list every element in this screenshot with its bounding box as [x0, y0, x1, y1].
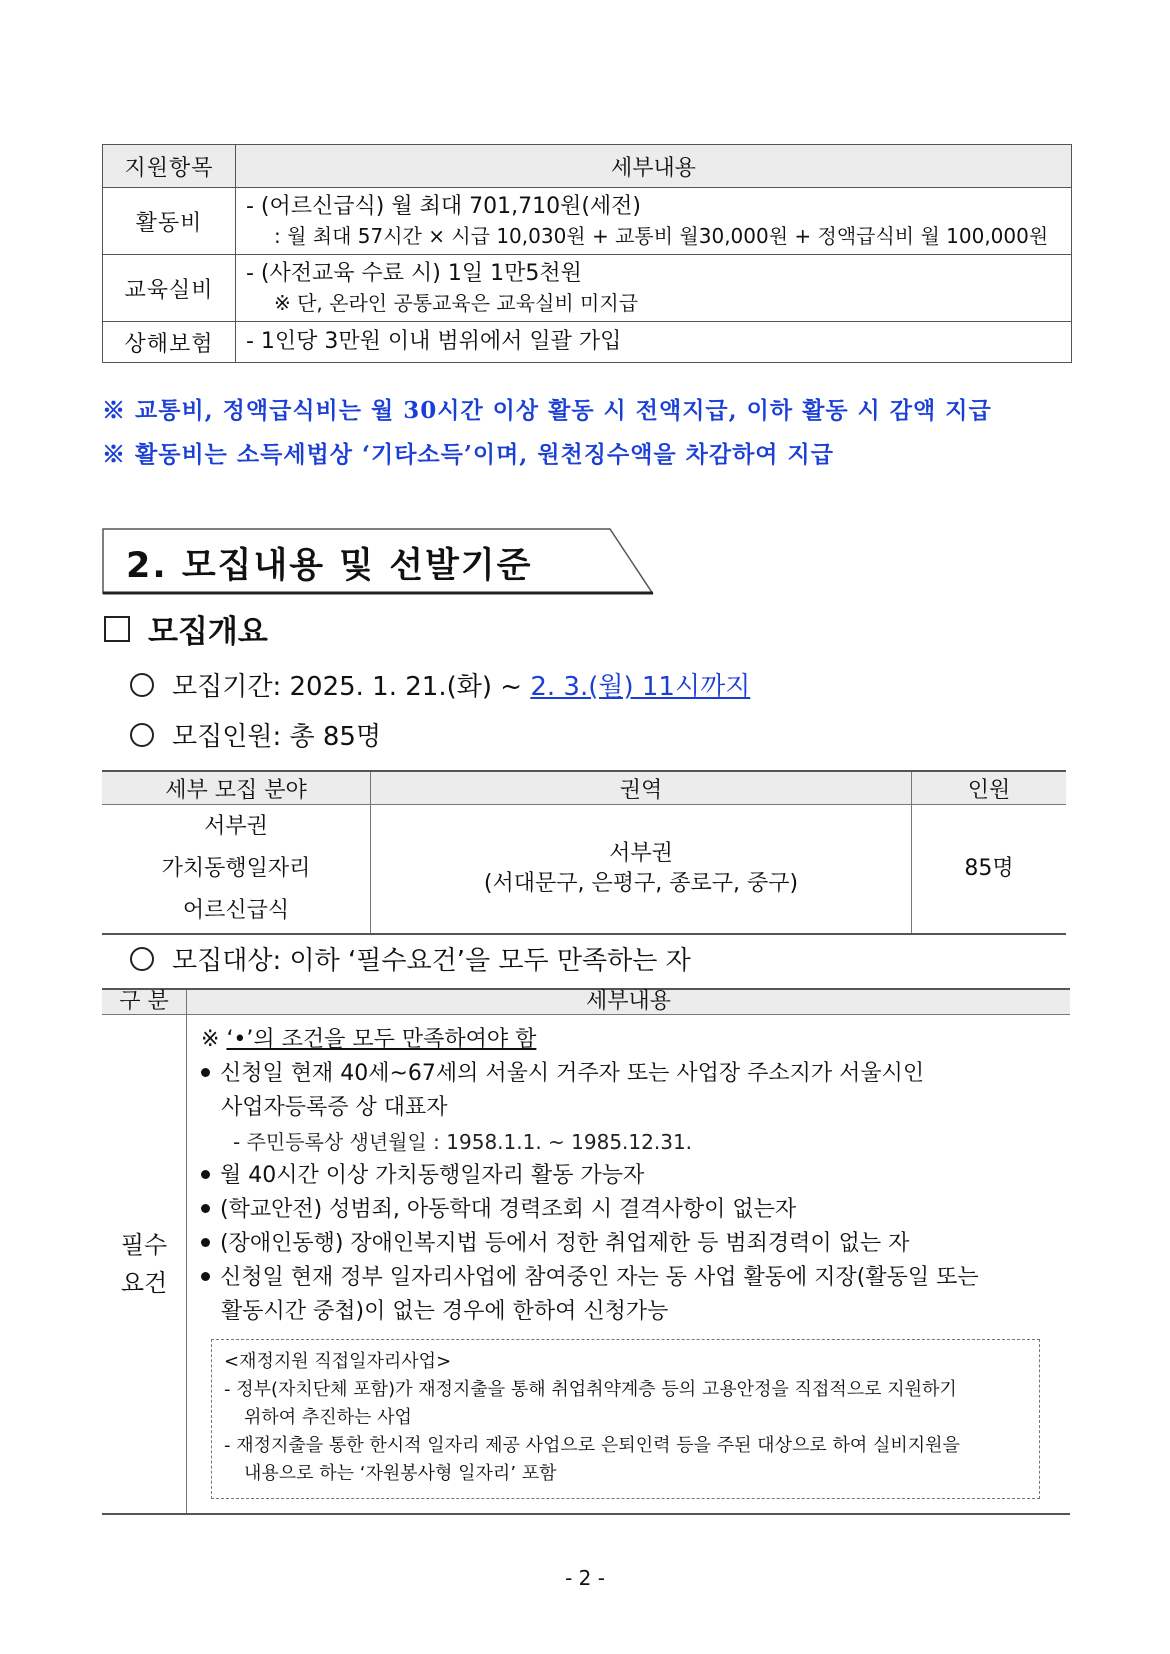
note-income: ※ 활동비는 소득세법상 ‘기타소득’이며, 원천징수액을 차감하여 지급	[102, 441, 834, 468]
row-content-line: - 1인당 3만원 이내 범위에서 일괄 가입	[246, 329, 622, 354]
row-label: 교육실비	[103, 255, 236, 322]
bullet-dot-icon	[201, 1170, 210, 1179]
header-cell: 세부내용	[236, 145, 1072, 188]
region-cell: 서부권 (서대문구, 은평구, 종로구, 중구)	[371, 805, 912, 935]
subsection-title	[104, 606, 268, 651]
target-label: 모집대상: 이하 ‘필수요건’을 모두 만족하는 자	[172, 946, 691, 976]
requirement-label: 필수 요건	[102, 1015, 187, 1515]
circle-bullet-icon	[130, 673, 154, 697]
circle-bullet-icon	[130, 723, 154, 747]
table-row	[103, 322, 1072, 363]
checkbox-square-icon	[104, 616, 130, 642]
list-item: (장애인동행) 장애인복지법 등에서 정한 취업제한 등 범죄경력이 없는 자	[199, 1227, 1058, 1261]
header-cell: 지원항목	[103, 145, 236, 188]
recruit-headcount	[130, 716, 381, 753]
bullet-dot-icon	[201, 1238, 210, 1247]
recruitment-table	[102, 770, 1066, 935]
note-transport: ※ 교통비, 정액급식비는 월 30시간 이상 활동 시 전액지급, 이하 활동 시 감액 지급	[102, 397, 992, 424]
table-header-row	[102, 771, 1066, 805]
list-item: (학교안전) 성범죄, 아동학대 경력조회 시 결격사항이 없는자	[199, 1193, 1058, 1227]
table-header-row	[103, 145, 1072, 188]
row-content-line: - (사전교육 수료 시) 1일 1만5천원	[246, 261, 582, 286]
info-box-line: 위하여 추진하는 사업	[244, 1407, 412, 1428]
recruit-period	[130, 666, 750, 703]
list-item-continuation: 활동시간 중첩)이 없는 경우에 한하여 신청가능	[221, 1299, 669, 1324]
period-deadline: 2. 3.(월) 11시까지	[530, 672, 751, 702]
requirements-table	[102, 988, 1070, 1515]
header-cell: 세부 모집 분야	[102, 771, 371, 805]
section-title: 2. 모집내용 및 선발기준	[126, 546, 533, 586]
page-number: - 2 -	[565, 1566, 605, 1590]
bullet-dot-icon	[201, 1272, 210, 1281]
bullet-dot-icon	[201, 1068, 210, 1077]
row-content-line: - (어르신급식) 월 최대 701,710원(세전)	[246, 194, 641, 219]
info-box-title: <재정지원 직접일자리사업>	[224, 1351, 452, 1372]
field-cell: 서부권 가치동행일자리 어르신급식	[102, 805, 371, 935]
table-row	[102, 1015, 1070, 1515]
row-content-line: ※ 단, 온라인 공통교육은 교육실비 미지급	[274, 291, 639, 315]
table-header-row	[102, 989, 1070, 1015]
info-box-line: 내용으로 하는 ‘자원봉사형 일자리’ 포함	[244, 1463, 557, 1484]
info-box-line: - 정부(자치단체 포함)가 재정지출을 통해 취업취약계층 등의 고용안정을 직접적으로 지원하기	[224, 1379, 957, 1400]
list-item: 신청일 현재 40세~67세의 서울시 거주자 또는 사업장 주소지가 서울시인	[199, 1057, 1058, 1091]
table-row	[102, 805, 1066, 935]
requirement-note: ※ ‘•’의 조건을 모두 만족하여야 함	[201, 1027, 537, 1052]
circle-bullet-icon	[130, 947, 154, 971]
recruit-target	[130, 940, 691, 977]
info-box	[211, 1339, 1040, 1499]
period-label: 모집기간: 2025. 1. 21.(화) ~	[172, 672, 531, 702]
section-header	[102, 528, 654, 595]
headcount-label: 모집인원: 총 85명	[172, 722, 382, 752]
row-label: 상해보험	[103, 322, 236, 363]
table-row	[103, 255, 1072, 322]
count-cell: 85명	[912, 805, 1067, 935]
row-content-line: : 월 최대 57시간 × 시급 10,030원 + 교통비 월30,000원 + 정액급식비 월 100,000원	[274, 224, 1049, 248]
bullet-dot-icon	[201, 1204, 210, 1213]
table-row	[103, 188, 1072, 255]
header-cell: 세부내용	[187, 989, 1071, 1015]
list-item-sub: - 주민등록상 생년월일 : 1958.1.1. ~ 1985.12.31.	[233, 1130, 693, 1154]
row-label: 활동비	[103, 188, 236, 255]
list-item: 신청일 현재 정부 일자리사업에 참여중인 자는 동 사업 활동에 지장(활동일 또는	[199, 1261, 1058, 1295]
header-cell: 인원	[912, 771, 1067, 805]
header-cell: 권역	[371, 771, 912, 805]
list-item: 월 40시간 이상 가치동행일자리 활동 가능자	[199, 1159, 1058, 1193]
requirement-content	[187, 1015, 1071, 1515]
list-item-continuation: 사업자등록증 상 대표자	[221, 1095, 448, 1120]
header-cell: 구 분	[102, 989, 187, 1015]
support-items-table	[102, 144, 1072, 363]
info-box-line: - 재정지출을 통한 한시적 일자리 제공 사업으로 은퇴인력 등을 주된 대상으로 하여 실비지원을	[224, 1435, 960, 1456]
subsection-label: 모집개요	[148, 614, 268, 650]
